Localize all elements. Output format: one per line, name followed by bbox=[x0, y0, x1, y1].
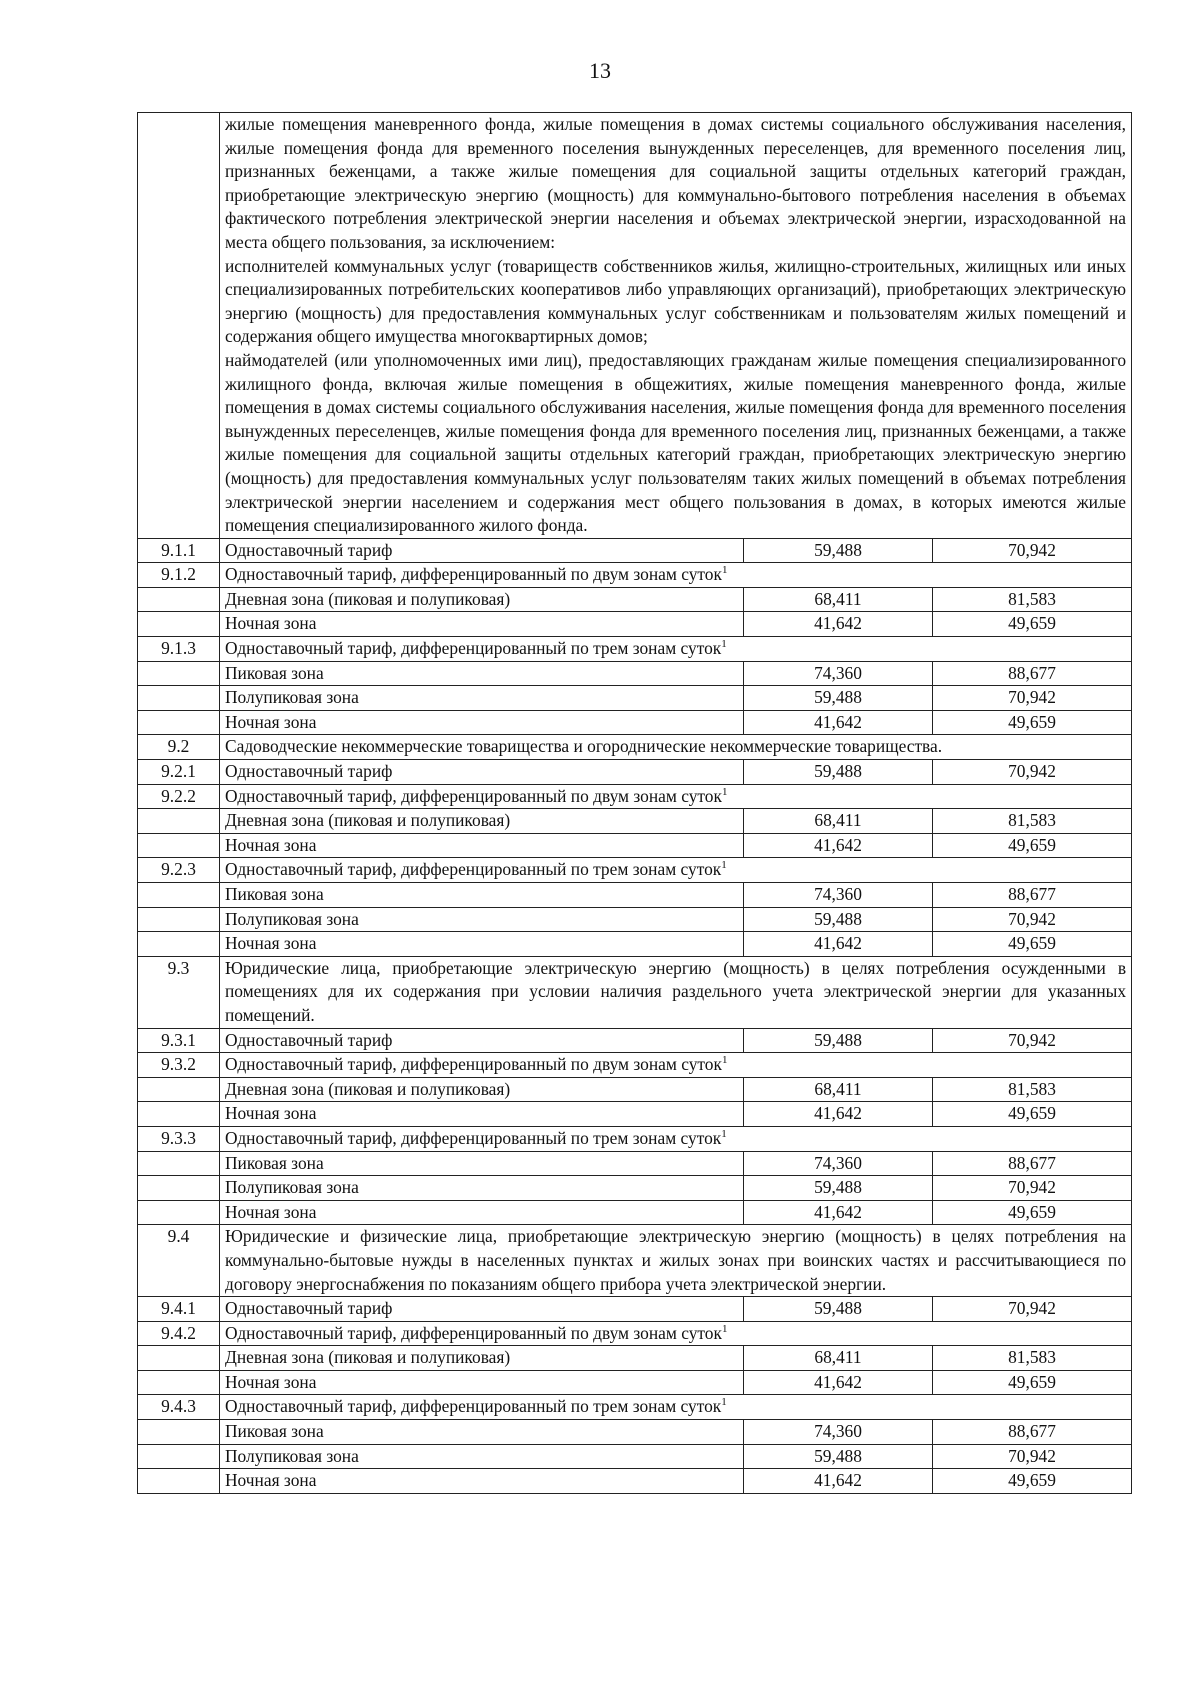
tariff-table bbox=[137, 112, 1132, 1494]
row-number-empty bbox=[138, 883, 220, 908]
intro-text-cell bbox=[220, 113, 1132, 539]
tariff-label: Ночная зона bbox=[220, 612, 744, 637]
tariff-heading-text: Одноставочный тариф, дифференцированный по трем зонам суток bbox=[225, 1396, 722, 1417]
tariff-value-1: 41,642 bbox=[744, 1370, 933, 1395]
footnote-mark: 1 bbox=[721, 1127, 727, 1140]
tariff-heading-row bbox=[138, 858, 1132, 883]
tariff-label: Ночная зона bbox=[220, 1200, 744, 1225]
tariff-value-2: 49,659 bbox=[933, 932, 1132, 957]
tariff-label: Полупиковая зона bbox=[220, 686, 744, 711]
tariff-label: Ночная зона bbox=[220, 833, 744, 858]
tariff-value-1: 41,642 bbox=[744, 932, 933, 957]
footnote-mark: 1 bbox=[721, 785, 728, 798]
tariff-heading-text: Одноставочный тариф, дифференцированный по двум зонам суток bbox=[225, 785, 722, 806]
row-number: 9.3.2 bbox=[138, 1053, 220, 1078]
tariff-label: Пиковая зона bbox=[220, 1420, 744, 1445]
tariff-heading bbox=[220, 1321, 1132, 1346]
table-row bbox=[138, 1297, 1132, 1322]
tariff-value-2: 81,583 bbox=[933, 1346, 1132, 1371]
row-number-empty bbox=[138, 809, 220, 834]
table-row bbox=[138, 1102, 1132, 1127]
tariff-value-2: 70,942 bbox=[933, 1028, 1132, 1053]
table-row bbox=[138, 538, 1132, 563]
intro-number-cell bbox=[138, 113, 220, 539]
page-number: 13 bbox=[589, 58, 611, 83]
row-number-empty bbox=[138, 1370, 220, 1395]
category-description: Садоводческие некоммерческие товарищества и огороднические некоммерческие товарищества. bbox=[220, 735, 1132, 760]
row-number-empty bbox=[138, 1469, 220, 1494]
row-number-empty bbox=[138, 1444, 220, 1469]
footnote-mark: 1 bbox=[721, 1054, 728, 1067]
tariff-label: Дневная зона (пиковая и полупиковая) bbox=[220, 1346, 744, 1371]
tariff-value-1: 68,411 bbox=[744, 1077, 933, 1102]
tariff-value-1: 41,642 bbox=[744, 1102, 933, 1127]
tariff-value-2: 70,942 bbox=[933, 1176, 1132, 1201]
footnote-mark: 1 bbox=[721, 1396, 727, 1409]
category-description: Юридические лица, приобретающие электрическую энергию (мощность) в целях потребления осужденными в помещениях для их содержания при условии наличия раздельного учета электрической энергии для указанных помещений. bbox=[220, 956, 1132, 1028]
row-number-empty bbox=[138, 833, 220, 858]
tariff-heading-row bbox=[138, 563, 1132, 588]
row-number-empty bbox=[138, 907, 220, 932]
footnote-mark: 1 bbox=[721, 564, 728, 577]
table-row bbox=[138, 587, 1132, 612]
tariff-value-2: 88,677 bbox=[933, 661, 1132, 686]
table-row bbox=[138, 1469, 1132, 1494]
tariff-heading-row bbox=[138, 637, 1132, 662]
tariff-label: Пиковая зона bbox=[220, 661, 744, 686]
row-number: 9.1.1 bbox=[138, 538, 220, 563]
tariff-heading-row bbox=[138, 1321, 1132, 1346]
row-number: 9.3 bbox=[138, 956, 220, 1028]
row-number: 9.2.1 bbox=[138, 760, 220, 785]
tariff-value-1: 59,488 bbox=[744, 538, 933, 563]
tariff-label: Полупиковая зона bbox=[220, 1176, 744, 1201]
tariff-heading-text: Одноставочный тариф, дифференцированный по двум зонам суток bbox=[225, 1054, 722, 1075]
tariff-value-2: 49,659 bbox=[933, 1200, 1132, 1225]
row-number-empty bbox=[138, 612, 220, 637]
intro-paragraph: наймодателей (или уполномоченных ими лиц), предоставляющих гражданам жилые помещения специализированного жилищного фонда, включая жилые помещения в общежитиях, жилые помещения маневренного фонда, жилые помещения в домах системы социального обслуживания населения, жилые помещения фонда для временного поселения вынужденных переселенцев, жилые помещения фонда для временного поселения лиц, признанных беженцами, а также жилые помещения для социальной защиты отдельных категорий граждан, приобретающих электрическую энергию (мощность) для предоставления коммунальных услуг пользователям таких жилых помещений в объемах потребления электрической энергии населением и содержания мест общего пользования в домах, в которых имеются жилые помещения специализированного жилого фонда. bbox=[225, 349, 1127, 536]
tariff-value-1: 74,360 bbox=[744, 883, 933, 908]
table-row bbox=[138, 710, 1132, 735]
category-description: Юридические и физические лица, приобретающие электрическую энергию (мощность) в целях потребления на коммунально-бытовые нужды в населенных пунктах и жилых зонах при воинских частях и рассчитывающиеся по договору энергоснабжения по показаниям общего прибора учета электрической энергии. bbox=[220, 1225, 1132, 1297]
tariff-value-2: 49,659 bbox=[933, 612, 1132, 637]
row-number: 9.4.2 bbox=[138, 1321, 220, 1346]
tariff-label: Полупиковая зона bbox=[220, 1444, 744, 1469]
tariff-label: Ночная зона bbox=[220, 1370, 744, 1395]
tariff-value-2: 49,659 bbox=[933, 1102, 1132, 1127]
tariff-heading bbox=[220, 637, 1132, 662]
row-number-empty bbox=[138, 1176, 220, 1201]
row-number-empty bbox=[138, 1420, 220, 1445]
tariff-value-1: 41,642 bbox=[744, 612, 933, 637]
row-number: 9.3.1 bbox=[138, 1028, 220, 1053]
tariff-heading bbox=[220, 1126, 1132, 1151]
row-number: 9.4.3 bbox=[138, 1395, 220, 1420]
tariff-value-2: 81,583 bbox=[933, 809, 1132, 834]
tariff-value-1: 59,488 bbox=[744, 907, 933, 932]
tariff-value-1: 68,411 bbox=[744, 809, 933, 834]
tariff-label: Полупиковая зона bbox=[220, 907, 744, 932]
tariff-value-1: 59,488 bbox=[744, 1028, 933, 1053]
tariff-value-2: 49,659 bbox=[933, 1370, 1132, 1395]
tariff-label: Ночная зона bbox=[220, 932, 744, 957]
row-number-empty bbox=[138, 1102, 220, 1127]
category-row bbox=[138, 1225, 1132, 1297]
tariff-value-2: 70,942 bbox=[933, 1297, 1132, 1322]
tariff-value-2: 49,659 bbox=[933, 1469, 1132, 1494]
table-row bbox=[138, 1420, 1132, 1445]
row-number-empty bbox=[138, 1151, 220, 1176]
row-number: 9.4 bbox=[138, 1225, 220, 1297]
tariff-value-2: 70,942 bbox=[933, 907, 1132, 932]
tariff-value-1: 41,642 bbox=[744, 710, 933, 735]
tariff-heading bbox=[220, 858, 1132, 883]
row-number: 9.3.3 bbox=[138, 1126, 220, 1151]
row-number: 9.4.1 bbox=[138, 1297, 220, 1322]
row-number: 9.2.2 bbox=[138, 784, 220, 809]
tariff-value-2: 81,583 bbox=[933, 1077, 1132, 1102]
tariff-value-2: 70,942 bbox=[933, 1444, 1132, 1469]
tariff-value-2: 81,583 bbox=[933, 587, 1132, 612]
tariff-label: Одноставочный тариф bbox=[220, 760, 744, 785]
tariff-label: Ночная зона bbox=[220, 1102, 744, 1127]
tariff-value-2: 70,942 bbox=[933, 760, 1132, 785]
tariff-heading-row bbox=[138, 1053, 1132, 1078]
tariff-label: Пиковая зона bbox=[220, 1151, 744, 1176]
tariff-value-1: 59,488 bbox=[744, 1176, 933, 1201]
row-number-empty bbox=[138, 587, 220, 612]
tariff-value-1: 59,488 bbox=[744, 760, 933, 785]
tariff-value-2: 70,942 bbox=[933, 686, 1132, 711]
category-row bbox=[138, 956, 1132, 1028]
table-row bbox=[138, 1200, 1132, 1225]
table-row bbox=[138, 1176, 1132, 1201]
tariff-heading bbox=[220, 1053, 1132, 1078]
tariff-value-2: 70,942 bbox=[933, 538, 1132, 563]
tariff-label: Пиковая зона bbox=[220, 883, 744, 908]
tariff-table-body bbox=[138, 113, 1132, 1494]
table-row bbox=[138, 932, 1132, 957]
tariff-heading-text: Одноставочный тариф, дифференцированный по двум зонам суток bbox=[225, 1322, 722, 1343]
tariff-value-2: 88,677 bbox=[933, 1151, 1132, 1176]
tariff-value-1: 74,360 bbox=[744, 661, 933, 686]
tariff-label: Одноставочный тариф bbox=[220, 538, 744, 563]
row-number: 9.2.3 bbox=[138, 858, 220, 883]
row-number: 9.1.2 bbox=[138, 563, 220, 588]
table-row bbox=[138, 1346, 1132, 1371]
tariff-heading-text: Одноставочный тариф, дифференцированный по трем зонам суток bbox=[225, 1127, 722, 1148]
tariff-label: Дневная зона (пиковая и полупиковая) bbox=[220, 587, 744, 612]
tariff-label: Ночная зона bbox=[220, 1469, 744, 1494]
tariff-value-1: 68,411 bbox=[744, 587, 933, 612]
row-number: 9.2 bbox=[138, 735, 220, 760]
tariff-heading bbox=[220, 563, 1132, 588]
table-row bbox=[138, 883, 1132, 908]
tariff-label: Ночная зона bbox=[220, 710, 744, 735]
tariff-heading-row bbox=[138, 1395, 1132, 1420]
tariff-value-1: 41,642 bbox=[744, 833, 933, 858]
table-row bbox=[138, 1370, 1132, 1395]
tariff-heading-text: Одноставочный тариф, дифференцированный по трем зонам суток bbox=[225, 859, 722, 880]
table-row bbox=[138, 907, 1132, 932]
tariff-label: Одноставочный тариф bbox=[220, 1028, 744, 1053]
table-row bbox=[138, 809, 1132, 834]
table-row bbox=[138, 1077, 1132, 1102]
row-number-empty bbox=[138, 710, 220, 735]
intro-paragraph: жилые помещения маневренного фонда, жилые помещения в домах системы социального обслуживания населения, жилые помещения фонда для временного поселения вынужденных переселенцев, для временного поселения лиц, признанных беженцами, а также жилые помещения для социальной защиты отдельных категорий граждан, приобретающие электрическую энергию (мощность) для коммунально-бытового потребления населения в объемах фактического потребления электрической энергии населения и объемах электрической энергии, израсходованной на места общего пользования, за исключением: bbox=[225, 114, 1127, 252]
tariff-heading-text: Одноставочный тариф, дифференцированный по трем зонам суток bbox=[225, 638, 722, 659]
tariff-value-1: 41,642 bbox=[744, 1200, 933, 1225]
table-row bbox=[138, 833, 1132, 858]
tariff-value-2: 88,677 bbox=[933, 883, 1132, 908]
tariff-value-2: 49,659 bbox=[933, 710, 1132, 735]
row-number-empty bbox=[138, 1346, 220, 1371]
tariff-heading-text: Одноставочный тариф, дифференцированный по двум зонам суток bbox=[225, 564, 722, 585]
table-row bbox=[138, 612, 1132, 637]
intro-row bbox=[138, 113, 1132, 539]
intro-paragraph: исполнителей коммунальных услуг (товариществ собственников жилья, жилищно-строительных, жилищных или иных специализированных потребительских кооперативов либо управляющих организаций), приобретающих электрическую энергию (мощность) для предоставления коммунальных услуг собственникам и пользователям жилых помещений и содержания общего имущества многоквартирных домов; bbox=[225, 255, 1127, 347]
table-row bbox=[138, 661, 1132, 686]
tariff-label: Дневная зона (пиковая и полупиковая) bbox=[220, 1077, 744, 1102]
tariff-value-1: 59,488 bbox=[744, 1444, 933, 1469]
footnote-mark: 1 bbox=[721, 859, 727, 872]
tariff-label: Одноставочный тариф bbox=[220, 1297, 744, 1322]
footnote-mark: 1 bbox=[721, 638, 727, 651]
tariff-value-1: 41,642 bbox=[744, 1469, 933, 1494]
table-row bbox=[138, 1028, 1132, 1053]
tariff-value-1: 74,360 bbox=[744, 1151, 933, 1176]
tariff-heading bbox=[220, 1395, 1132, 1420]
row-number-empty bbox=[138, 932, 220, 957]
category-row bbox=[138, 735, 1132, 760]
row-number-empty bbox=[138, 686, 220, 711]
footnote-mark: 1 bbox=[721, 1322, 728, 1335]
table-row bbox=[138, 760, 1132, 785]
row-number-empty bbox=[138, 661, 220, 686]
table-row bbox=[138, 1444, 1132, 1469]
tariff-value-1: 68,411 bbox=[744, 1346, 933, 1371]
row-number-empty bbox=[138, 1077, 220, 1102]
tariff-value-2: 49,659 bbox=[933, 833, 1132, 858]
table-row bbox=[138, 686, 1132, 711]
tariff-heading-row bbox=[138, 1126, 1132, 1151]
tariff-label: Дневная зона (пиковая и полупиковая) bbox=[220, 809, 744, 834]
tariff-value-1: 59,488 bbox=[744, 1297, 933, 1322]
tariff-heading bbox=[220, 784, 1132, 809]
tariff-heading-row bbox=[138, 784, 1132, 809]
row-number: 9.1.3 bbox=[138, 637, 220, 662]
tariff-value-1: 59,488 bbox=[744, 686, 933, 711]
tariff-value-2: 88,677 bbox=[933, 1420, 1132, 1445]
tariff-value-1: 74,360 bbox=[744, 1420, 933, 1445]
table-row bbox=[138, 1151, 1132, 1176]
row-number-empty bbox=[138, 1200, 220, 1225]
